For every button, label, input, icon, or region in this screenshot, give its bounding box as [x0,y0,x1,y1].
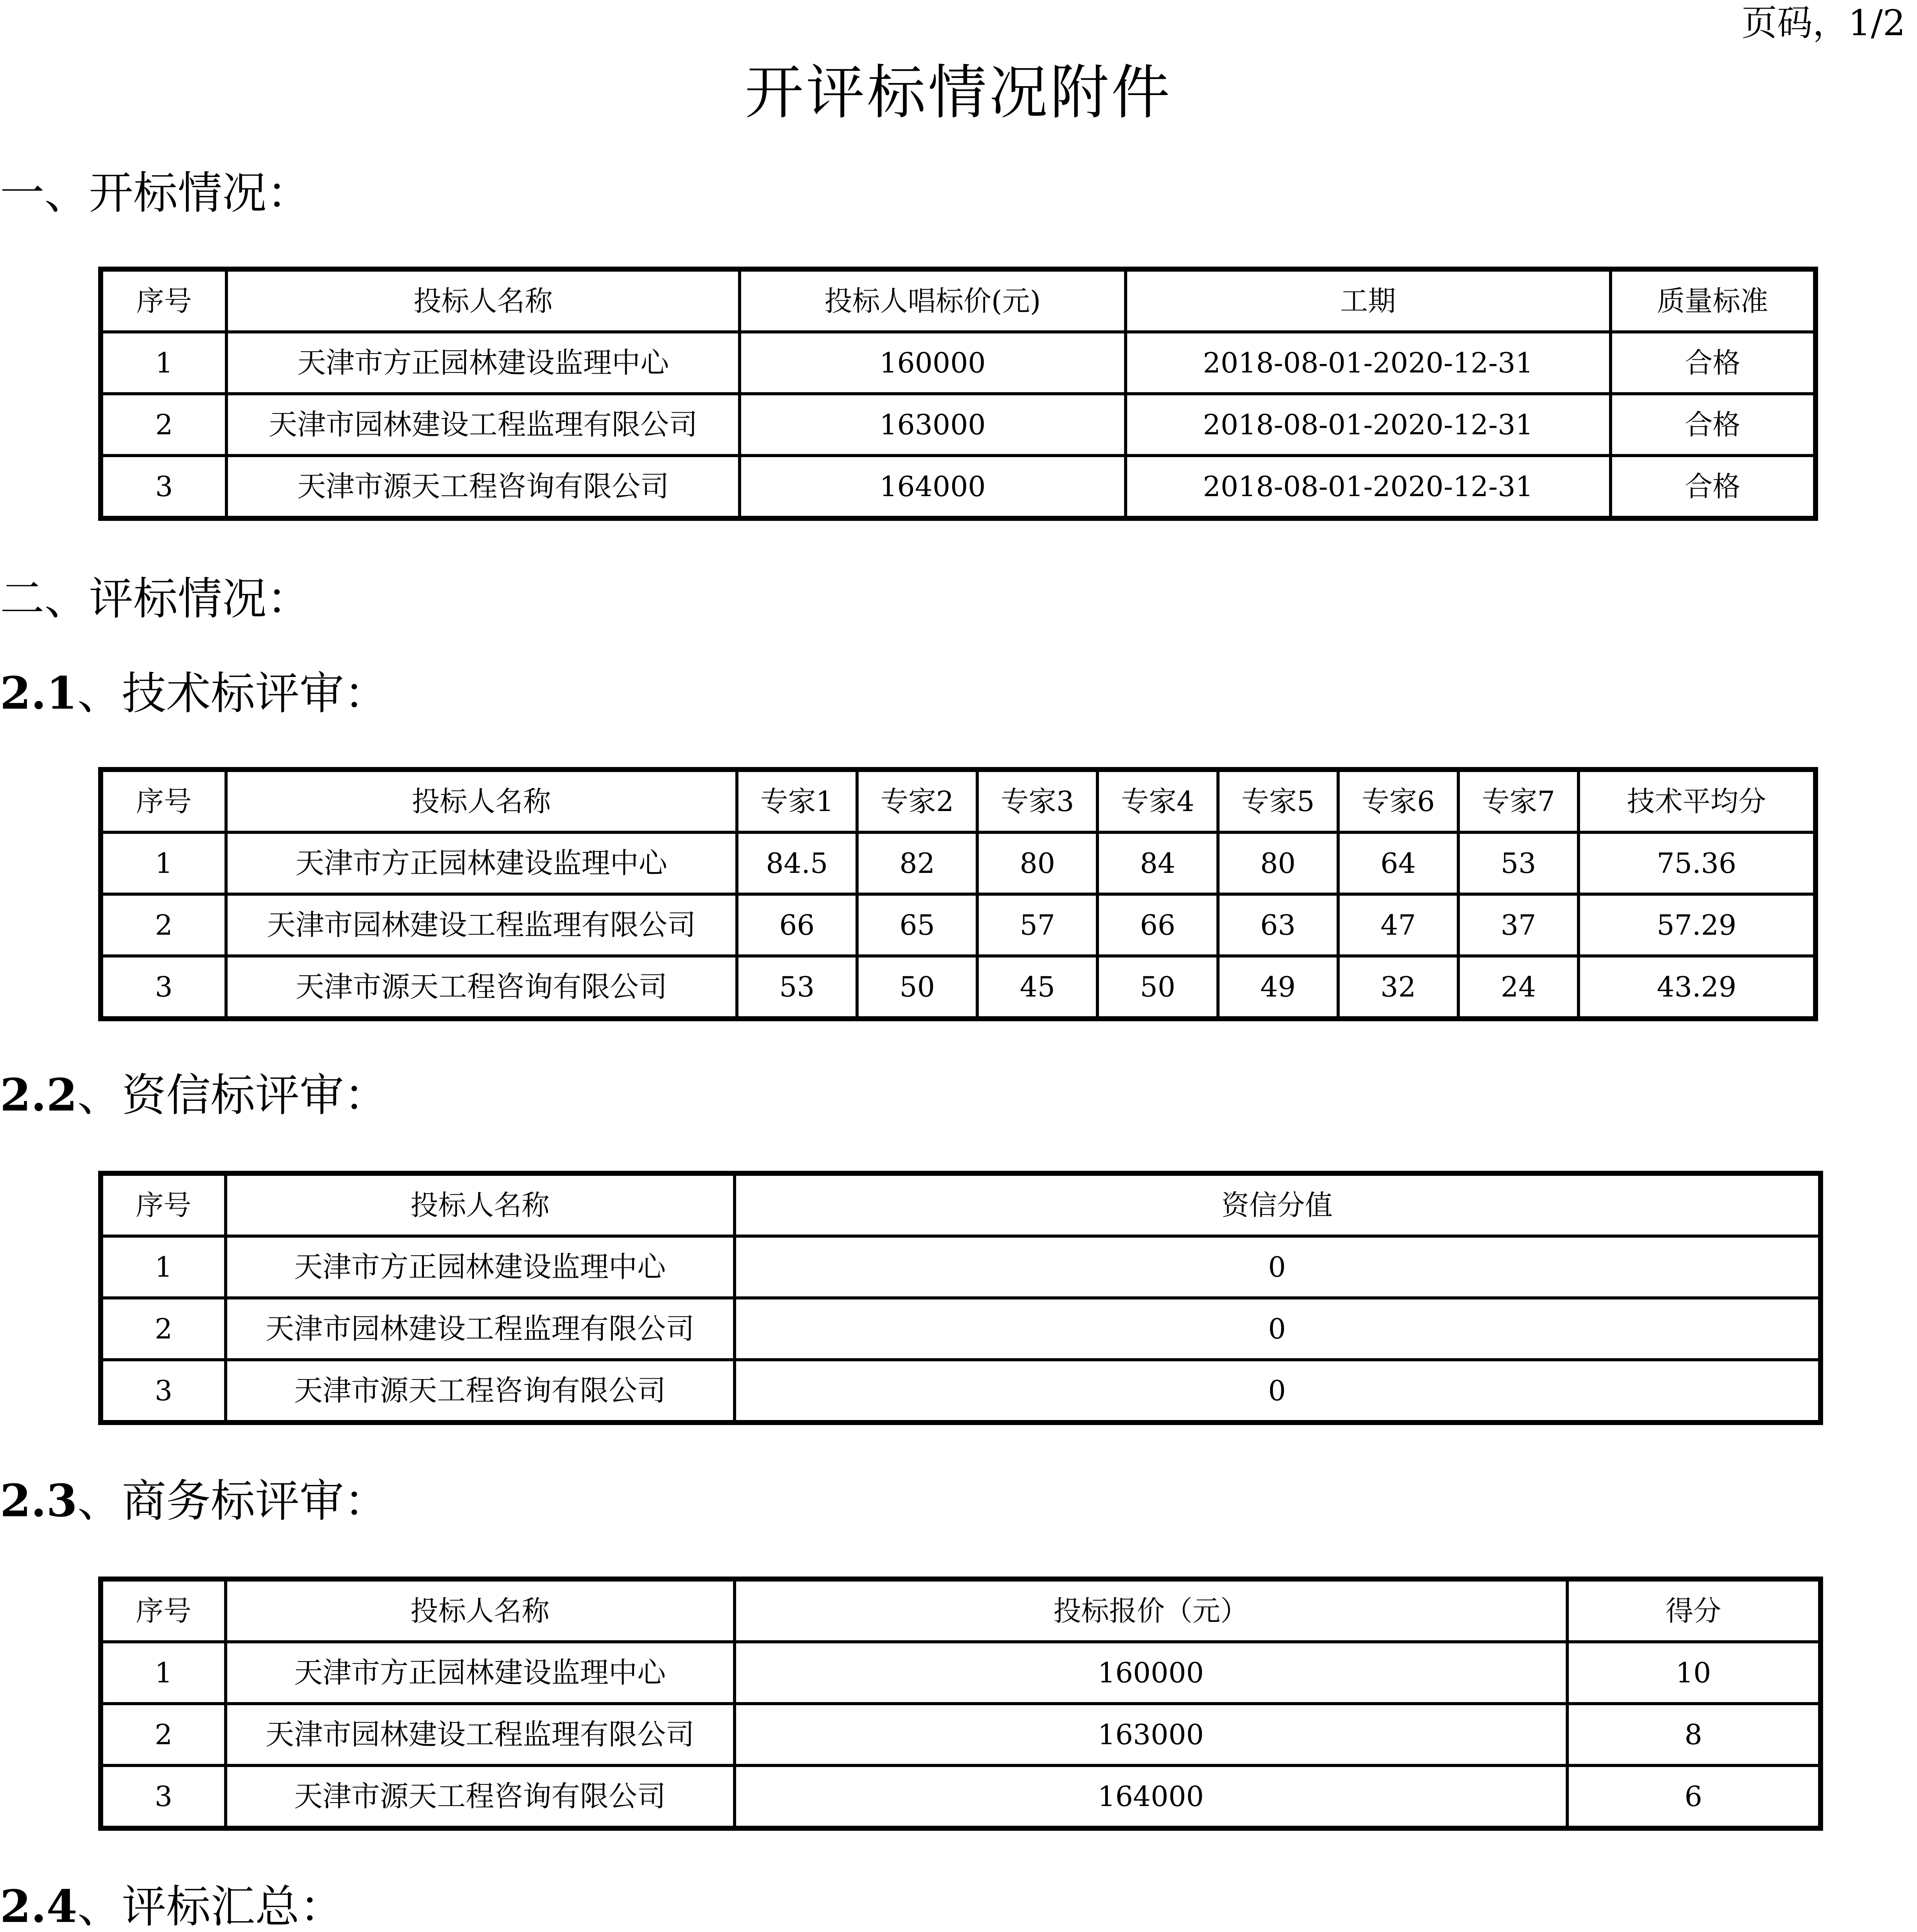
row-index: 1 [101,832,226,894]
commercial-score: 8 [1567,1704,1821,1765]
table-row [101,894,1816,956]
credit-review-table [98,1171,1823,1425]
column-header: 投标人唱标价(元) [740,269,1125,332]
expert-score: 84.5 [737,832,857,894]
table-row [101,1360,1821,1423]
bidder-name: 天津市园林建设工程监理有限公司 [226,1704,735,1765]
commercial-score: 6 [1567,1765,1821,1828]
bidder-name: 天津市方正园林建设监理中心 [226,1236,735,1298]
opening-table [98,267,1818,521]
bidder-name: 天津市源天工程咨询有限公司 [226,1360,735,1423]
row-index: 2 [101,1298,226,1360]
column-header: 投标人名称 [226,269,740,332]
bidder-name: 天津市源天工程咨询有限公司 [226,456,740,519]
construction-period: 2018-08-01-2020-12-31 [1126,332,1611,394]
document-title: 开评标情况附件 [745,58,1172,127]
row-index: 3 [101,456,227,519]
row-index: 3 [101,1765,226,1828]
expert-score: 66 [1097,894,1218,956]
column-header: 序号 [101,269,227,332]
technical-average: 75.36 [1579,832,1815,894]
expert-score: 63 [1218,894,1338,956]
column-header: 序号 [101,770,226,833]
table-row [101,1642,1821,1704]
credit-score: 0 [735,1360,1821,1423]
quality-standard: 合格 [1611,332,1815,394]
bid-price: 160000 [740,332,1125,394]
expert-score: 80 [977,832,1097,894]
subsection-heading-summary: 2.4、评标汇总： [0,1881,344,1932]
bidder-name: 天津市方正园林建设监理中心 [226,1642,735,1704]
expert-score: 57 [977,894,1097,956]
column-header: 专家3 [977,770,1097,833]
row-index: 3 [101,1360,226,1423]
table-row [101,394,1816,456]
technical-average: 57.29 [1579,894,1815,956]
table-header-row [101,770,1816,833]
table-row [101,832,1816,894]
commercial-review-table [98,1577,1823,1831]
column-header: 资信分值 [735,1173,1821,1236]
quality-standard: 合格 [1611,456,1815,519]
expert-score: 47 [1338,894,1458,956]
expert-score: 50 [1097,956,1218,1019]
column-header: 投标报价（元） [735,1579,1567,1642]
table-row [101,332,1816,394]
column-header: 技术平均分 [1579,770,1815,833]
expert-score: 50 [857,956,977,1019]
row-index: 3 [101,956,226,1019]
bid-price: 163000 [740,394,1125,456]
bid-quote: 164000 [735,1765,1567,1828]
expert-score: 32 [1338,956,1458,1019]
table-row [101,956,1816,1019]
row-index: 2 [101,1704,226,1765]
expert-score: 64 [1338,832,1458,894]
column-header: 序号 [101,1173,226,1236]
row-index: 1 [101,1642,226,1704]
column-header: 专家7 [1458,770,1579,833]
construction-period: 2018-08-01-2020-12-31 [1126,456,1611,519]
column-header: 投标人名称 [226,1173,735,1236]
column-header: 投标人名称 [226,1579,735,1642]
technical-review-table [98,767,1818,1021]
table-row [101,1236,1821,1298]
bidder-name: 天津市园林建设工程监理有限公司 [226,394,740,456]
bidder-name: 天津市园林建设工程监理有限公司 [226,1298,735,1360]
expert-score: 82 [857,832,977,894]
table-header-row [101,1579,1821,1642]
quality-standard: 合格 [1611,394,1815,456]
column-header: 专家1 [737,770,857,833]
bidder-name: 天津市源天工程咨询有限公司 [226,956,737,1019]
table-row [101,456,1816,519]
subsection-heading-technical: 2.1、技术标评审： [0,667,389,719]
bid-quote: 163000 [735,1704,1567,1765]
commercial-score: 10 [1567,1642,1821,1704]
expert-score: 65 [857,894,977,956]
column-header: 专家2 [857,770,977,833]
expert-score: 24 [1458,956,1579,1019]
expert-score: 53 [737,956,857,1019]
expert-score: 66 [737,894,857,956]
column-header: 投标人名称 [226,770,737,833]
column-header: 质量标准 [1611,269,1815,332]
row-index: 2 [101,894,226,956]
credit-score: 0 [735,1298,1821,1360]
expert-score: 37 [1458,894,1579,956]
bid-price: 164000 [740,456,1125,519]
column-header: 专家6 [1338,770,1458,833]
page-indicator: 页码，1/2 [1741,2,1905,44]
credit-score: 0 [735,1236,1821,1298]
expert-score: 84 [1097,832,1218,894]
row-index: 1 [101,1236,226,1298]
table-header-row [101,1173,1821,1236]
table-header-row [101,269,1816,332]
subsection-heading-credit: 2.2、资信标评审： [0,1069,389,1121]
section-heading-evaluation: 二、评标情况： [0,573,311,625]
column-header: 序号 [101,1579,226,1642]
technical-average: 43.29 [1579,956,1815,1019]
column-header: 专家4 [1097,770,1218,833]
table-row [101,1704,1821,1765]
expert-score: 45 [977,956,1097,1019]
subsection-heading-commercial: 2.3、商务标评审： [0,1475,389,1527]
expert-score: 49 [1218,956,1338,1019]
column-header: 工期 [1126,269,1611,332]
expert-score: 80 [1218,832,1338,894]
bidder-name: 天津市方正园林建设监理中心 [226,832,737,894]
table-row [101,1765,1821,1828]
expert-score: 53 [1458,832,1579,894]
table-row [101,1298,1821,1360]
bidder-name: 天津市方正园林建设监理中心 [226,332,740,394]
section-heading-opening: 一、开标情况： [0,167,311,219]
bidder-name: 天津市园林建设工程监理有限公司 [226,894,737,956]
row-index: 2 [101,394,227,456]
bidder-name: 天津市源天工程咨询有限公司 [226,1765,735,1828]
bid-quote: 160000 [735,1642,1567,1704]
column-header: 得分 [1567,1579,1821,1642]
column-header: 专家5 [1218,770,1338,833]
construction-period: 2018-08-01-2020-12-31 [1126,394,1611,456]
row-index: 1 [101,332,227,394]
